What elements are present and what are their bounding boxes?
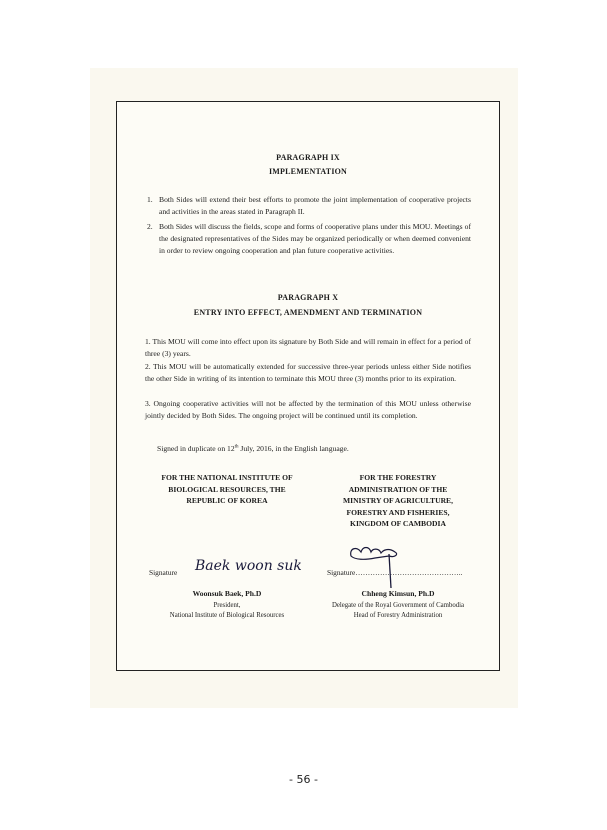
document-frame [116, 101, 500, 671]
right-handwritten-signature [345, 540, 407, 590]
left-party-heading [141, 472, 313, 507]
right-party-line: FOR THE FORESTRY [359, 473, 437, 482]
list-item-number: 2. [147, 222, 153, 231]
right-party-line: MINISTRY OF AGRICULTURE, [342, 496, 454, 505]
list-item-text: Both Sides will discuss the fields, scope and forms of cooperative plans under this MOU. Meetings of the designated representatives of the Sides may be organized periodically or when deemed convenient in order to review ongoing cooperation and plan future cooperative activities. [159, 222, 471, 255]
left-handwritten-signature [193, 550, 303, 578]
left-party-line: REPUBLIC OF KOREA [186, 496, 268, 505]
right-signatory-title: Head of Forestry Administration [353, 612, 443, 619]
paragraph-ix-subtitle: IMPLEMENTATION [268, 167, 348, 176]
right-signatory-titles [307, 601, 489, 621]
list-item-number: 1. [147, 195, 153, 204]
right-signature-label: Signature…………………………………….. [327, 568, 463, 577]
paragraph-x-item-2: 2. This MOU will be automatically extended for successive three-year periods unless either Side notifies the other Side in writing of its intention to terminate this MOU three (3) months prior to its expiration. [145, 362, 471, 383]
page-number: - 56 - [289, 773, 318, 786]
right-party-heading [313, 472, 483, 530]
list-item-text: Both Sides will extend their best efforts to promote the joint implementation of cooperative projects and activities in the areas stated in Paragraph II. [159, 195, 471, 216]
left-signature-text: Baek woon suk [195, 558, 302, 574]
signed-sup: th [234, 444, 239, 450]
list-item [147, 194, 471, 218]
right-party-line: ADMINISTRATION OF THE [348, 484, 448, 494]
list-item [147, 221, 471, 256]
left-signatory-title: President, [213, 602, 241, 609]
left-party-line: FOR THE NATIONAL INSTITUTE OF [161, 473, 293, 482]
paragraph-ix-title: PARAGRAPH IX [276, 153, 340, 162]
left-signatory-title: National Institute of Biological Resources [169, 612, 285, 619]
paragraph-x-subtitle: ENTRY INTO EFFECT, AMENDMENT AND TERMINATION [193, 308, 423, 317]
left-party-line: BIOLOGICAL RESOURCES, THE [168, 484, 286, 494]
paragraph-x-item-1: 1. This MOU will come into effect upon its signature by Both Side and will remain in effect for a period of three (3) years. [145, 337, 471, 358]
paragraph-x-title: PARAGRAPH X [277, 293, 339, 302]
left-signatory-titles [137, 601, 317, 621]
left-signatory-name: Woonsuk Baek, Ph.D [192, 589, 262, 598]
signed-suffix: July, 2016, in the English language. [238, 444, 349, 453]
right-party-line: KINGDOM OF CAMBODIA [350, 519, 446, 528]
signed-statement [157, 443, 483, 455]
paragraph-x-item-3: 3. Ongoing cooperative activities will not be affected by the termination of this MOU unless otherwise jointly decided by Both Sides. The ongoing project will be continued until its completion. [145, 399, 471, 420]
left-signature-label: Signature [149, 568, 178, 577]
right-signatory-title: Delegate of the Royal Government of Cambodia [331, 602, 465, 609]
right-party-line: FORESTRY AND FISHERIES, [346, 507, 450, 517]
signed-prefix: Signed in duplicate on 12 [157, 444, 235, 453]
right-signatory-name: Chheng Kimsun, Ph.D [361, 589, 435, 598]
